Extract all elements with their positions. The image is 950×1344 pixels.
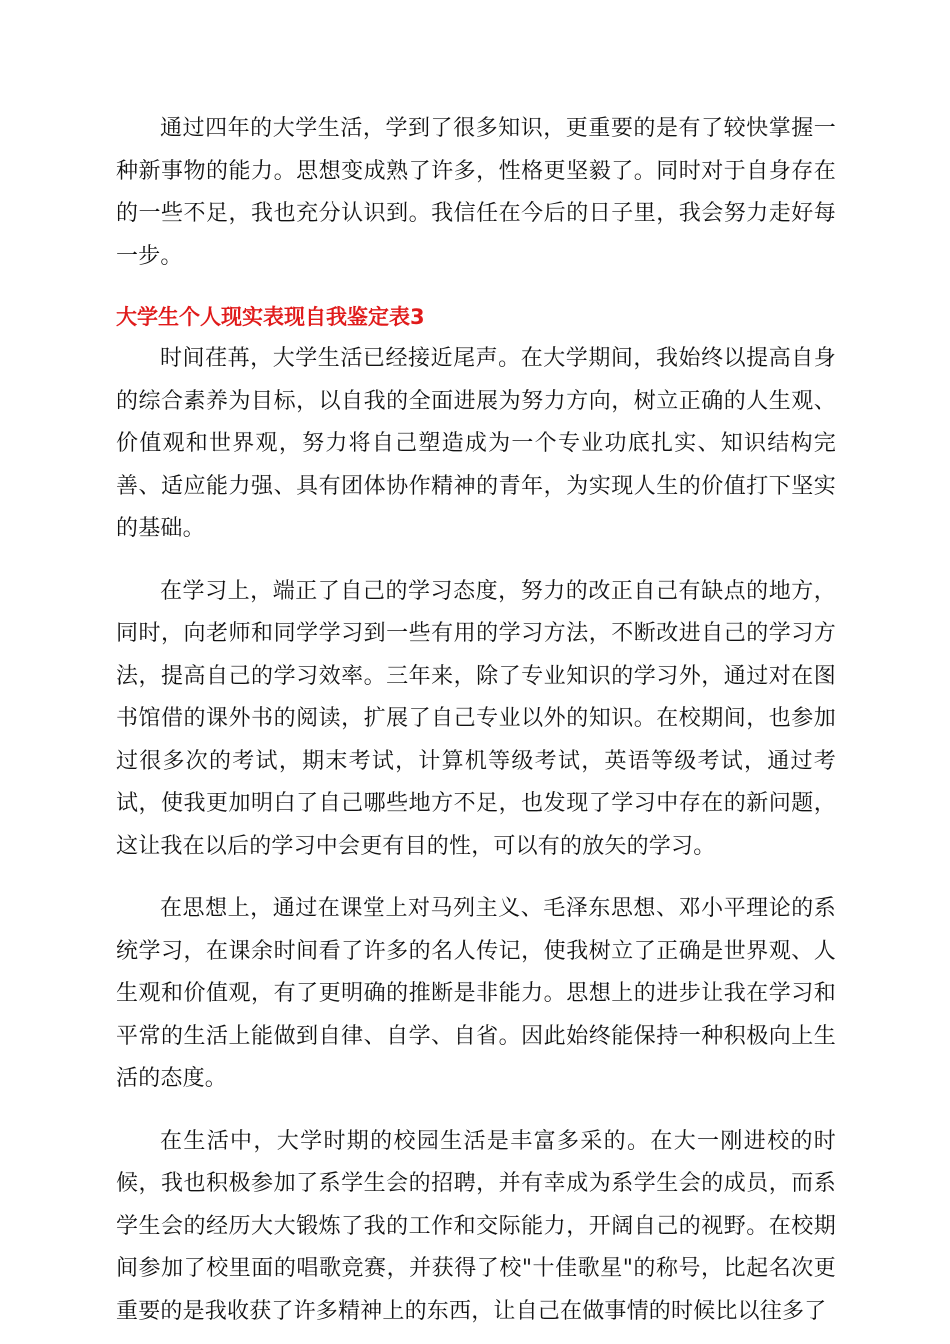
paragraph-overview: 时间荏苒，大学生活已经接近尾声。在大学期间，我始终以提高自身的综合素养为目标，以自我的全面进展为努力方向，树立正确的人生观、价值观和世界观，努力将自己塑造成为一个专业功底扎实、知识结构完善、适应能力强、具有团体协作精神的青年，为实现人生的价值打下坚实的基础。 — [116, 346, 836, 541]
paragraph-intro: 通过四年的大学生活，学到了很多知识，更重要的是有了较快掌握一种新事物的能力。思想变成熟了许多，性格更坚毅了。同时对于自身存在的一些不足，我也充分认识到。我信任在今后的日子里，我会努力走好每一步。 — [116, 116, 836, 269]
paragraph-thought: 在思想上，通过在课堂上对马列主义、毛泽东思想、邓小平理论的系统学习，在课余时间看了许多的名人传记，使我树立了正确是世界观、人生观和价值观，有了更明确的推断是非能力。思想上的进步让我在学习和平常的生活上能做到自律、自学、自省。因此始终能保持一种积极向上生活的态度。 — [116, 896, 836, 1091]
section-heading: 大学生个人现实表现自我鉴定表3 — [116, 305, 425, 329]
paragraph-life: 在生活中，大学时期的校园生活是丰富多采的。在大一刚进校的时候，我也积极参加了系学生会的招聘，并有幸成为系学生会的成员，而系学生会的经历大大锻炼了我的工作和交际能力，开阔自己的视野。在校期间参加了校里面的唱歌竞赛，并获得了校"十佳歌星"的称号，比起名次更重要的是我收获了许多精神上的东西，让自己在做事情的时候比以往多了 — [116, 1128, 836, 1324]
document-page — [116, 108, 836, 1333]
paragraph-study: 在学习上，端正了自己的学习态度，努力的改正自己有缺点的地方，同时，向老师和同学学习到一些有用的学习方法，不断改进自己的学习方法，提高自己的学习效率。三年来，除了专业知识的学习外，通过对在图书馆借的课外书的阅读，扩展了自己专业以外的知识。在校期间，也参加过很多次的考试，期末考试，计算机等级考试，英语等级考试，通过考试，使我更加明白了自己哪些地方不足，也发现了学习中存在的新问题，这让我在以后的学习中会更有目的性，可以有的放矢的学习。 — [116, 578, 836, 859]
